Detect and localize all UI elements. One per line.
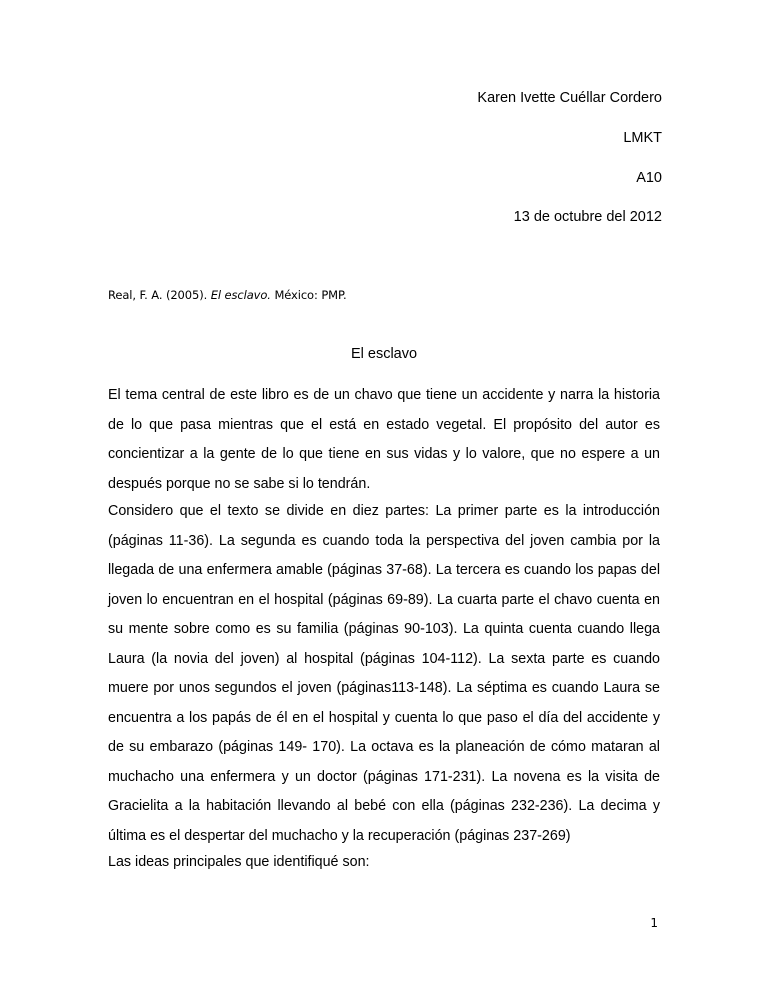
- citation-authors-year: Real, F. A. (2005).: [108, 288, 208, 302]
- group-code: A10: [636, 170, 662, 186]
- subject-code: LMKT: [623, 130, 662, 146]
- citation-book-title: El esclavo.: [210, 288, 271, 302]
- page-number: 1: [650, 916, 658, 930]
- paragraph-main-ideas-intro: Las ideas principales que identifiqué son:: [108, 854, 370, 870]
- author-name: Karen Ivette Cuéllar Cordero: [477, 90, 662, 106]
- document-title: El esclavo: [350, 346, 418, 362]
- bibliographic-citation: [108, 288, 347, 302]
- paragraph-structure: Considero que el texto se divide en diez partes: La primer parte es la introducción (páginas 11-36). La segunda es cuando toda la perspectiva del joven cambia por la llegada de una enfermera amable (páginas 37-68). La tercera es cuando los papas del joven lo encuentran en el hospital (páginas 69-89). La cuarta parte el chavo cuenta en su mente sobre como es su familia (páginas 90-103). La quinta cuenta cuando llega Laura (la novia del joven) al hospital (páginas 104-112). La sexta parte es cuando muere por unos segundos el joven (páginas113-148). La séptima es cuando Laura se encuentra a los papás de él en el hospital y cuenta lo que paso el día del accidente y de su embarazo (páginas 149- 170). La octava es la planeación de cómo mataran al muchacho una enfermera y un doctor (páginas 171-231). La novena es la visita de Gracielita a la habitación llevando al bebé con ella (páginas 232-236). La decima y última es el despertar del muchacho y la recuperación (páginas 237-269): [108, 503, 660, 844]
- document-date: 13 de octubre del 2012: [513, 209, 662, 225]
- citation-publisher: México: PMP.: [274, 288, 347, 302]
- paragraph-purpose: El tema central de este libro es de un chavo que tiene un accidente y narra la historia de lo que pasa mientras que el está en estado vegetal. El propósito del autor es concientizar a la gente de lo que tiene en sus vidas y lo valore, que no espere a un después porque no se sabe si lo tendrán.: [108, 387, 660, 492]
